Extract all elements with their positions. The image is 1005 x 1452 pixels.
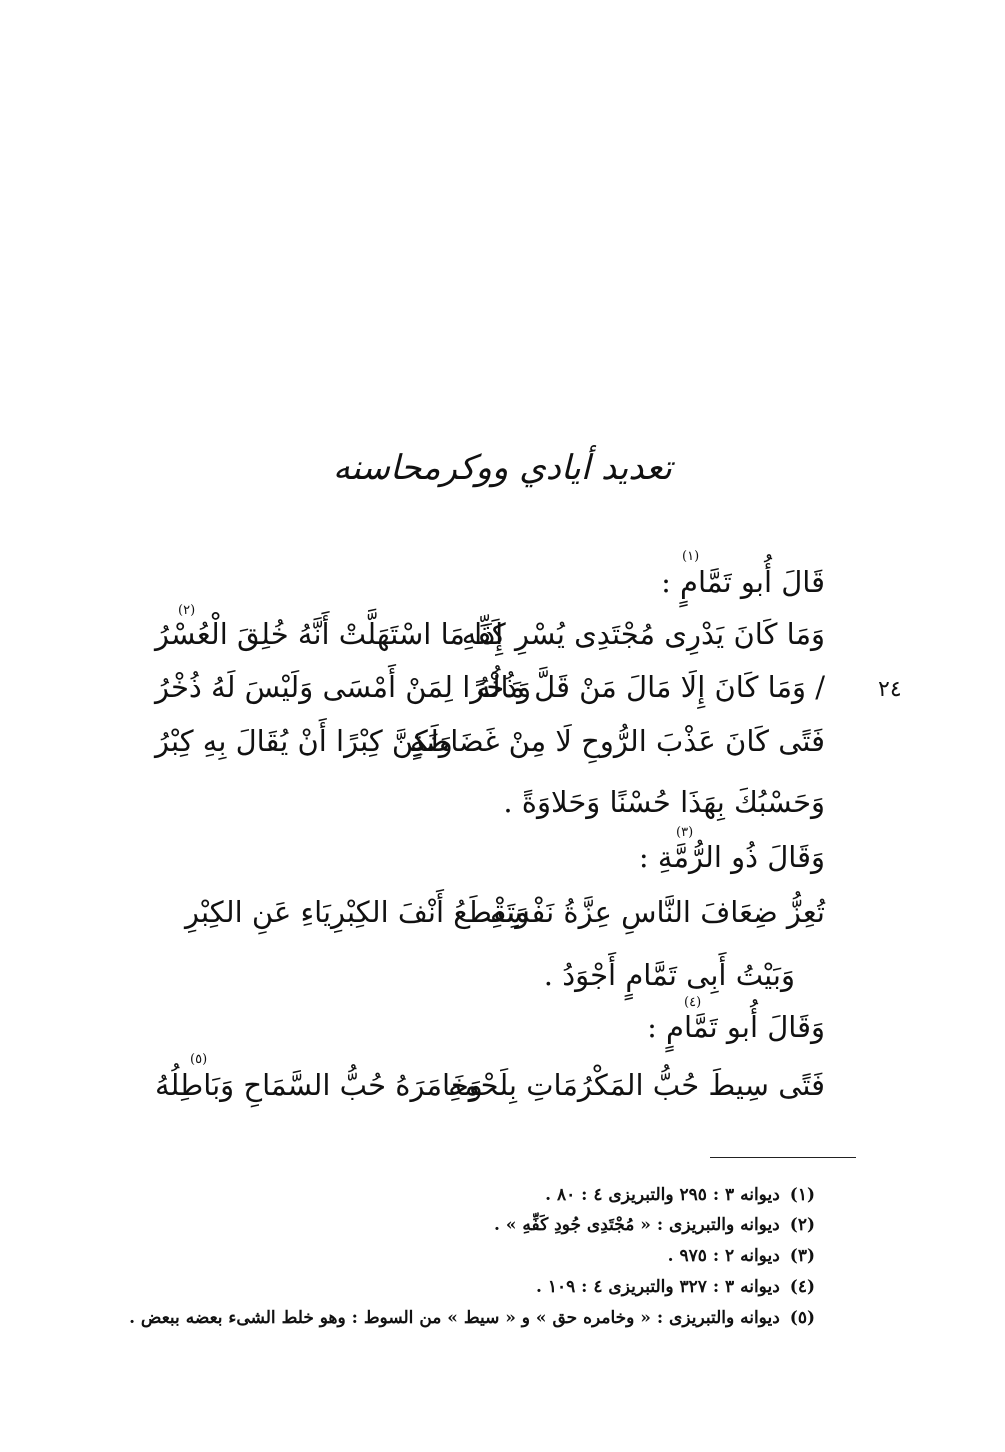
footnote-ref-3: (٣) bbox=[676, 825, 694, 840]
prose-comment bbox=[503, 785, 825, 819]
footnote-ref-4: (٤) bbox=[684, 995, 702, 1010]
intro-text: قَالَ أُبو تَمَّامٍ : bbox=[661, 565, 825, 599]
verse-first-hemistich: وَمَا كَانَ يَدْرِى مُجْتَدِى يُسْرِ كَفِّهِ bbox=[461, 617, 825, 651]
comment-text: وَحَسْبُكَ بِهَذَا حُسْنًا وَحَلاوَةً . bbox=[503, 785, 825, 819]
prose-comment bbox=[543, 958, 795, 992]
footnote-number: (٣) bbox=[789, 1246, 815, 1266]
footnote-text: ديوانه ٣ : ٢٩٥ والتبريزى ٤ : ٨٠ . bbox=[545, 1185, 780, 1205]
poet-intro-abu-tammam bbox=[661, 565, 825, 599]
comment-text: وَبَيْتُ أَبِى تَمَّامٍ أَجْوَدُ . bbox=[543, 958, 795, 992]
section-title: تعديد أيادي ووكرمحاسنه bbox=[333, 448, 672, 488]
footnote-separator bbox=[710, 1157, 856, 1158]
footnote-text: ديوانه ٣ : ٣٢٧ والتبريزى ٤ : ١٠٩ . bbox=[535, 1277, 780, 1297]
verse-first-hemistich: تُعِزُّ ضِعَافَ النَّاسِ عِزَّةُ نَفْسِهِ bbox=[490, 895, 825, 929]
footnote-ref-2: (٢) bbox=[178, 603, 196, 618]
footnote-5 bbox=[129, 1310, 815, 1327]
intro-text: وَقَالَ ذُو الرُّمَّةِ : bbox=[638, 840, 825, 874]
verse-first-hemistich: فَتًى سِيطَ حُبُّ المَكْرُمَاتِ بِلَحْمِهِ bbox=[448, 1068, 825, 1102]
footnote-ref-1: (١) bbox=[682, 549, 700, 564]
footnote-1 bbox=[545, 1187, 815, 1204]
verse-second-hemistich: وَخَامَرَهُ حُبُّ السَّمَاحِ وَبَاطِلُهُ bbox=[155, 1068, 483, 1102]
footnote-text: ديوانه ٢ : ٩٧٥ . bbox=[667, 1246, 780, 1266]
verse-second-hemistich: إِذَا مَا اسْتَهَلَّتْ أَنَّهُ خُلِقَ الْعُسْرُ bbox=[155, 617, 504, 651]
poet-intro-dhu-al-rumma bbox=[638, 840, 825, 874]
footnote-text: ديوانه والتبريزى : « وخامره حق » و « سيط » من السوط : وهو خلط الشىء بعضه ببعض . bbox=[129, 1308, 780, 1328]
poet-intro-abu-tammam bbox=[647, 1010, 825, 1044]
footnote-number: (٤) bbox=[789, 1277, 815, 1297]
footnote-4 bbox=[536, 1279, 815, 1296]
footnote-number: (٢) bbox=[789, 1215, 815, 1235]
page-number: ٢٤ bbox=[878, 677, 902, 702]
footnote-3 bbox=[668, 1248, 815, 1265]
footnote-number: (١) bbox=[789, 1185, 815, 1205]
verse-second-hemistich: وَذُخْرًا لِمَنْ أَمْسَى وَلَيْسَ لَهُ ذُخْرُ bbox=[155, 670, 532, 704]
footnote-text: ديوانه والتبريزى : « مُجْتَدِى جُودِ كَفِّهِ » . bbox=[494, 1215, 780, 1235]
verse-second-hemistich: وَلَكِنَّ كِبْرًا أَنْ يُقَالَ بِهِ كِبْرُ bbox=[155, 724, 453, 758]
footnote-2 bbox=[494, 1217, 815, 1234]
footnote-ref-5: (٥) bbox=[190, 1052, 208, 1067]
footnote-number: (٥) bbox=[789, 1308, 815, 1328]
verse-second-hemistich: وَتَقْطَعُ أَنْفَ الكِبْرِيَاءِ عَنِ الكِبْرِ bbox=[185, 895, 530, 929]
intro-text: وَقَالَ أُبو تَمَّامٍ : bbox=[647, 1010, 825, 1044]
verse-first-hemistich: / وَمَا كَانَ إِلَا مَالَ مَنْ قَلَّ مَالُهُ bbox=[476, 670, 825, 704]
verse-first-hemistich: فَتًى كَانَ عَذْبَ الرُّوحِ لَا مِنْ غَضَاضَةٍ bbox=[410, 724, 825, 758]
